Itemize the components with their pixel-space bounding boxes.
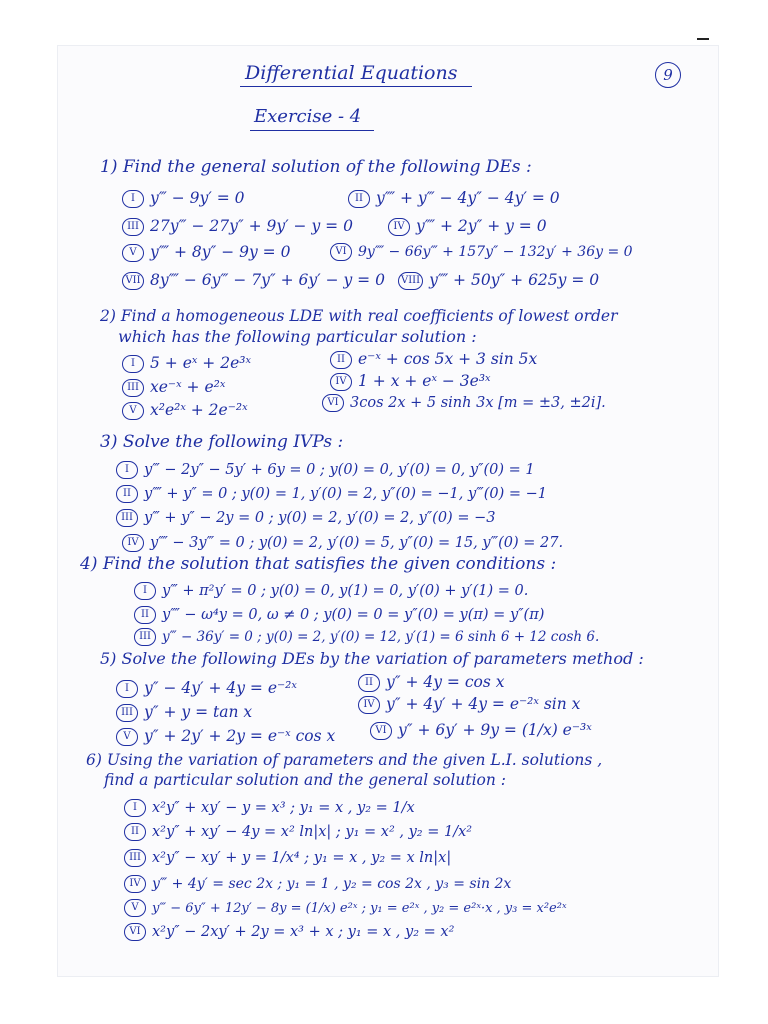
equation: 27y‴ − 27y″ + 9y′ − y = 0 xyxy=(150,217,353,235)
item-number: III xyxy=(122,379,144,397)
q6-item xyxy=(124,849,451,867)
q2-item xyxy=(122,401,248,420)
q2-item xyxy=(322,394,606,412)
item-number: V xyxy=(122,244,144,262)
q2-item xyxy=(122,354,251,373)
q1-item xyxy=(122,189,245,208)
q5-item xyxy=(116,727,335,746)
item-number: IV xyxy=(122,534,144,552)
equation: y‴ − 6y″ + 12y′ − 8y = (1/x) e²ˣ ; y₁ = e²ˣ , y₂ = e²ˣ·x , y₃ = x²e²ˣ xyxy=(152,901,567,916)
equation: x²y″ − xy′ + y = 1/x⁴ ; y₁ = x , y₂ = x ln|x| xyxy=(152,850,452,866)
item-number: I xyxy=(116,680,138,698)
item-number: IV xyxy=(358,696,380,714)
exercise-title: Exercise - 4 xyxy=(254,106,362,127)
equation: y″ − 4y′ + 4y = e⁻²ˣ xyxy=(144,679,297,697)
q1-item xyxy=(388,217,547,236)
subtitle-underline xyxy=(250,130,374,131)
equation: y‴ + y″ − 2y = 0 ; y(0) = 2, y′(0) = 2, y″(0) = −3 xyxy=(144,510,496,526)
equation: y″ + y = tan x xyxy=(144,703,253,721)
equation: x²y″ + xy′ − y = x³ ; y₁ = x , y₂ = 1/x xyxy=(152,800,415,816)
q1-item xyxy=(122,217,353,236)
item-number: VIII xyxy=(398,272,423,290)
q4-item xyxy=(134,628,599,646)
item-number: II xyxy=(134,606,156,624)
q4-item xyxy=(134,606,544,624)
equation: y⁗ + 50y″ + 625y = 0 xyxy=(429,271,600,289)
q6-heading-line2: find a particular solution and the general solution : xyxy=(104,771,506,789)
item-number: V xyxy=(116,728,138,746)
equation: y″ + 6y′ + 9y = (1/x) e⁻³ˣ xyxy=(398,721,592,739)
expression: 5 + eˣ + 2e³ˣ xyxy=(150,354,251,372)
item-number: II xyxy=(330,351,352,369)
q5-heading: 5) Solve the following DEs by the variation of parameters method : xyxy=(100,649,644,668)
q6-heading: 6) Using the variation of parameters and the given L.I. solutions , xyxy=(86,751,603,769)
item-number: I xyxy=(134,582,156,600)
equation: 8y⁗ − 6y‴ − 7y″ + 6y′ − y = 0 xyxy=(150,271,385,289)
q1-item xyxy=(122,243,290,262)
item-number: IV xyxy=(388,218,410,236)
q3-item xyxy=(116,509,495,527)
q6-item xyxy=(124,923,454,941)
item-number: II xyxy=(124,823,146,841)
item-number: I xyxy=(122,190,144,208)
q2-item xyxy=(330,372,491,391)
equation: y⁗ + 2y″ + y = 0 xyxy=(416,217,547,235)
q2-item xyxy=(330,350,537,369)
equation: x²y″ + xy′ − 4y = x² ln|x| ; y₁ = x² , y₂ = 1/x² xyxy=(152,824,473,840)
equation: y″ + 4y′ + 4y = e⁻²ˣ sin x xyxy=(386,695,581,713)
equation: y⁗ − ω⁴y = 0, ω ≠ 0 ; y(0) = 0 = y″(0) = y(π) = y″(π) xyxy=(162,607,545,623)
q4-heading: 4) Find the solution that satisfies the given conditions : xyxy=(80,554,557,574)
equation: y‴ − 36y′ = 0 ; y(0) = 2, y′(0) = 12, y′(1) = 6 sinh 6 + 12 cosh 6. xyxy=(162,629,600,645)
equation: y″ + 2y′ + 2y = e⁻ˣ cos x xyxy=(144,727,336,745)
item-number: I xyxy=(124,799,146,817)
item-number: II xyxy=(348,190,370,208)
item-number: VI xyxy=(370,722,392,740)
item-number: VI xyxy=(322,394,344,412)
equation: y⁗ + y‴ − 4y″ − 4y′ = 0 xyxy=(376,189,560,207)
page-number: 9 xyxy=(655,62,681,88)
q2-heading-line2: which has the following particular solution : xyxy=(118,327,477,346)
item-number: III xyxy=(116,509,138,527)
q4-item xyxy=(134,582,528,600)
item-number: V xyxy=(124,899,146,917)
page-title: Differential Equations xyxy=(245,62,458,84)
q6-item xyxy=(124,799,415,817)
q6-item xyxy=(124,875,511,893)
q5-item xyxy=(370,721,592,740)
item-number: III xyxy=(134,628,156,646)
equation: x²y″ − 2xy′ + 2y = x³ + x ; y₁ = x , y₂ = x² xyxy=(152,924,455,940)
q1-item xyxy=(330,243,633,261)
equation: y‴ − 9y′ = 0 xyxy=(150,189,245,207)
q2-item xyxy=(122,378,225,397)
expression: 3cos 2x + 5 sinh 3x [m = ±3, ±2i]. xyxy=(350,395,606,411)
equation: y⁗ + y″ = 0 ; y(0) = 1, y′(0) = 2, y″(0) = −1, y‴(0) = −1 xyxy=(144,486,547,502)
equation: y‴ + π²y′ = 0 ; y(0) = 0, y(1) = 0, y′(0) + y′(1) = 0. xyxy=(162,583,529,599)
equation: y‴ + 4y′ = sec 2x ; y₁ = 1 , y₂ = cos 2x , y₃ = sin 2x xyxy=(152,876,512,892)
item-number: V xyxy=(122,402,144,420)
expression: x²e²ˣ + 2e⁻²ˣ xyxy=(150,401,248,419)
title-underline xyxy=(240,86,472,87)
item-number: IV xyxy=(330,373,352,391)
item-number: III xyxy=(124,849,146,867)
scan-mark xyxy=(697,38,709,40)
item-number: VI xyxy=(124,923,146,941)
item-number: IV xyxy=(124,875,146,893)
item-number: VII xyxy=(122,272,144,290)
q3-item xyxy=(116,485,547,503)
q3-heading: 3) Solve the following IVPs : xyxy=(100,432,344,452)
q5-item xyxy=(358,695,580,714)
item-number: VI xyxy=(330,243,352,261)
item-number: III xyxy=(116,704,138,722)
q5-item xyxy=(116,703,252,722)
item-number: II xyxy=(116,485,138,503)
q6-item xyxy=(124,823,472,841)
q5-item xyxy=(358,673,504,692)
expression: xe⁻ˣ + e²ˣ xyxy=(150,378,226,396)
item-number: II xyxy=(358,674,380,692)
equation: y⁗ + 8y″ − 9y = 0 xyxy=(150,243,291,261)
q3-item xyxy=(122,534,563,552)
expression: 1 + x + eˣ − 3e³ˣ xyxy=(358,372,491,390)
item-number: I xyxy=(116,461,138,479)
q1-item xyxy=(122,271,385,290)
q5-item xyxy=(116,679,297,698)
q2-heading: 2) Find a homogeneous LDE with real coefficients of lowest order xyxy=(100,307,618,325)
q1-item xyxy=(398,271,599,290)
q1-heading: 1) Find the general solution of the following DEs : xyxy=(100,157,532,177)
equation: y″ + 4y = cos x xyxy=(386,673,505,691)
item-number: III xyxy=(122,218,144,236)
equation: 9y⁗ − 66y‴ + 157y″ − 132y′ + 36y = 0 xyxy=(358,244,633,260)
q6-item xyxy=(124,899,567,917)
q1-item xyxy=(348,189,560,208)
item-number: I xyxy=(122,355,144,373)
equation: y⁗ − 3y‴ = 0 ; y(0) = 2, y′(0) = 5, y″(0) = 15, y‴(0) = 27. xyxy=(150,535,564,551)
expression: e⁻ˣ + cos 5x + 3 sin 5x xyxy=(358,350,538,368)
equation: y‴ − 2y″ − 5y′ + 6y = 0 ; y(0) = 0, y′(0) = 0, y″(0) = 1 xyxy=(144,462,535,478)
q3-item xyxy=(116,461,535,479)
